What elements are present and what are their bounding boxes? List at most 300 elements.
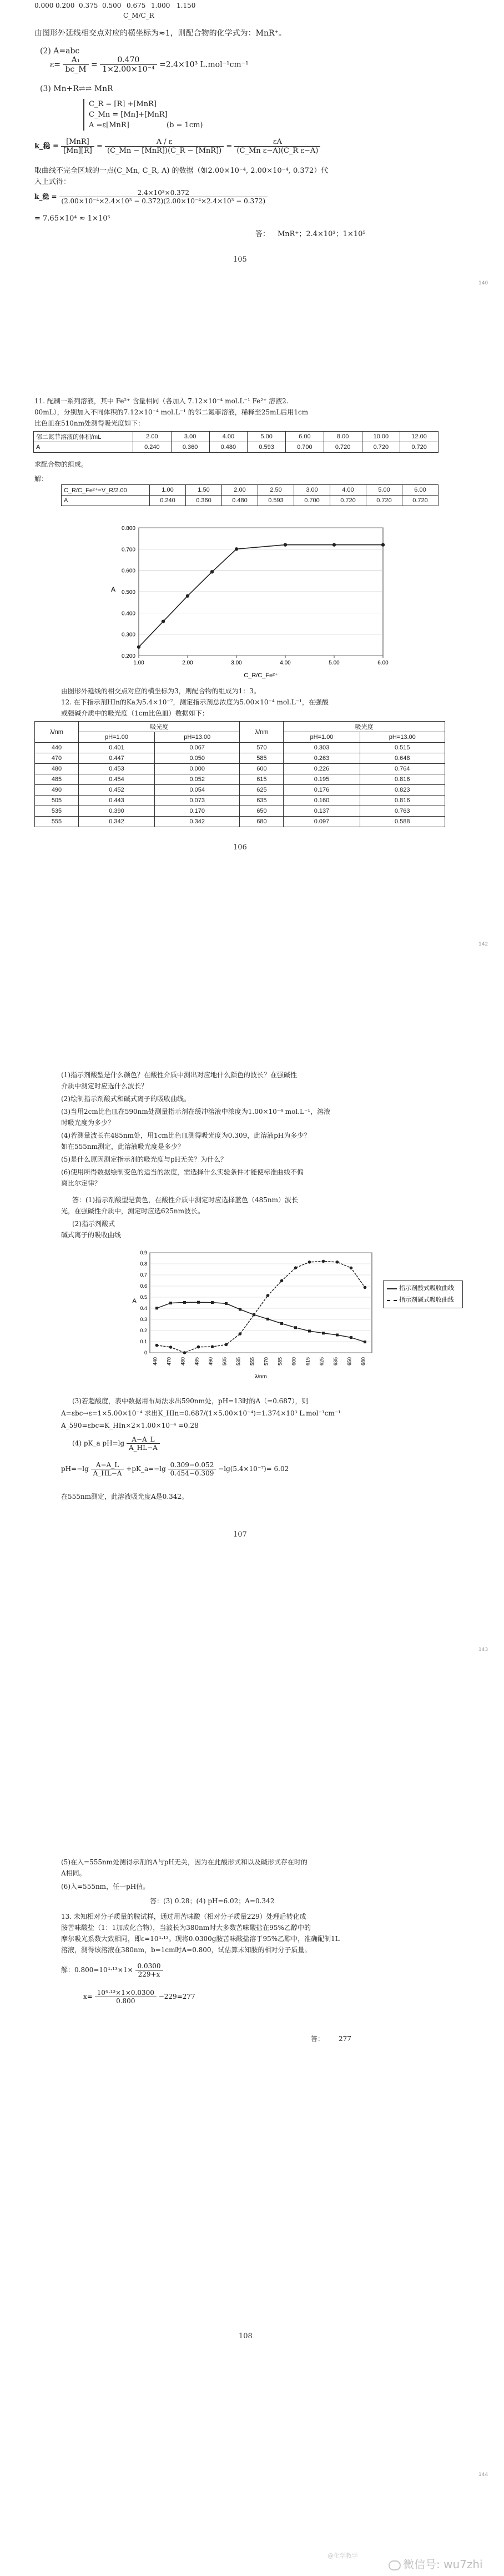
page-number: 108 [239,2332,253,2340]
fraction-denominator: (C_Mn ε−A)(C_R ε−A) [236,147,319,155]
paragraph: 13. 未知相对分子质量的胺试样，通过用苦味酸（相对分子质量229）处理后转化成 [61,1913,306,1920]
table-cell: 680 [240,817,284,827]
data-point-base [308,1261,311,1264]
table-indicator-absorbance [34,721,445,827]
eq-text: k_稳 = [34,142,59,151]
y-tick-label: 0.4 [140,1305,147,1311]
fraction [91,1461,124,1477]
series-line [139,545,383,647]
data-point-acid [197,1301,200,1304]
table-header-cell: A [62,496,150,506]
table-cell: 555 [35,817,79,827]
table-cell: 0.593 [248,442,286,453]
system-line: A =ε[MnR] [89,121,129,129]
table-cell: 12.00 [400,432,439,442]
ph-equation-2 [61,1461,289,1477]
x-axis-label: λ/nm [255,1374,267,1380]
paragraph: 摩尔吸光系数大致相同，即ε=10⁴·¹³。现将0.0300g胺苦味酸盐溶于95%乙醇中，准确配制1L [61,1935,340,1943]
answer-line: 答：(3) 0.28；(4) pH=6.02；A=0.342 [150,1897,275,1905]
data-point-acid [183,1301,186,1304]
y-tick-label: 0.300 [121,632,135,638]
table-cell: 4.00 [330,485,366,496]
table-cell: 0.067 [155,743,240,753]
answer-line: 碱式离子的吸收曲线 [61,1231,122,1239]
y-tick-label: 0.700 [121,547,135,553]
fraction [59,189,268,205]
table-cell: 0.700 [286,442,324,453]
paragraph: (1)指示剂酸型是什么颜色？在酸性介质中测出对应地什么颜色的波长？在强碱性 [61,1071,298,1079]
fraction-denominator: A_HL−A [128,1444,158,1452]
chart-absorption-curves [128,1247,377,1380]
data-point-base [253,1313,256,1317]
legend-swatch-acid [387,1288,397,1289]
table-cell: 2.50 [258,485,294,496]
data-point-base [280,1279,284,1283]
page-number: 107 [233,1530,247,1539]
top-axis-tick: 1.000 [151,2,170,9]
side-mark: 142 [478,942,488,947]
side-mark: 144 [478,2472,488,2478]
table-header-cell: pH=13.00 [155,732,240,743]
table-row [35,764,445,774]
answer-line: 光，在强碱性介质中，测定时应选625nm波长。 [61,1207,205,1215]
eq-text: −229=277 [158,1993,195,2000]
table-cell: 0.593 [258,496,294,506]
data-point-base [364,1286,367,1289]
data-point-acid [294,1326,297,1329]
top-axis-tick: 0.675 [127,2,146,9]
data-point-acid [350,1336,352,1339]
fraction [234,138,320,155]
table-cell: 0.303 [284,743,360,753]
table-cell: 0.054 [155,785,240,796]
fraction-numerator: 0.0300 [135,1962,163,1970]
x-tick-label: 535 [235,1357,241,1366]
paragraph: 如在555nm测定，此溶液吸光度是多少？ [61,1143,185,1151]
x-tick-label: 4.00 [280,660,291,666]
table-cell: 0.720 [324,442,362,453]
eq-text: = [96,142,103,151]
x-tick-label: 485 [194,1357,200,1366]
table-cell: 0.816 [360,796,445,806]
fraction [61,138,94,155]
paragraph: 胺苦味酸盐（1：1加成化合物），当波长为380nm时大多数苦味酸盐在95%乙醇中的 [61,1924,311,1932]
eq-text: = [91,60,98,69]
x-axis-label: C_R/C_Fe²⁺ [244,672,278,679]
table-cell: 0.816 [360,774,445,785]
paragraph: (6)入=555nm，任一pH值。 [61,1883,150,1890]
table-cell: 615 [240,774,284,785]
paragraph: 00mL），分别加入不同体积的7.12×10⁻⁴ mol.L⁻¹ 的邻二氮菲溶液，稀释至25mL后用1cm [34,408,309,416]
paragraph: 比色皿在510nm处测得吸光度如下： [34,419,145,427]
y-tick-label: 0.200 [121,653,135,659]
y-axis-label: A [132,1298,137,1304]
table-header-cell: pH=1.00 [284,732,360,743]
paragraph: 或强碱介质中的吸光度（1cm比色皿）数据如下： [61,709,209,717]
paragraph: 溶液，测得该溶液在380nm，b=1cm时A=0.800，试估算未知胺的相对分子质量。 [61,1946,311,1954]
data-point-base [239,1332,242,1335]
paragraph: A相同。 [61,1869,86,1877]
table-header-cell: pH=1.00 [79,732,155,743]
table-cell: 0.720 [366,496,402,506]
data-point-base [266,1294,270,1297]
paragraph: 由图形外延线的相交点对应的横坐标为3，则配合物的组成为1：3。 [61,687,260,695]
y-tick-label: 0.3 [140,1317,147,1322]
answer-value: 277 [339,2035,351,2043]
k-stability-equation [34,138,320,155]
legend-item [387,1296,459,1304]
x-tick-label: 600 [291,1357,297,1366]
paragraph: (5)是什么原因测定指示剂的吸光度与pH无关？为什么？ [61,1156,228,1163]
table-cell: 0.226 [284,764,360,774]
table-cell: 0.720 [362,442,400,453]
data-point-acid [211,1301,214,1304]
eq-text: 解：0.800=10⁴·¹³×1× [61,1966,133,1974]
table-row [35,806,445,817]
table-cell: 0.447 [79,753,155,764]
table-cell: 505 [35,796,79,806]
eq-text: +pK_a=−lg [126,1465,166,1473]
table-cell: 0.720 [400,442,439,453]
table-cell: 2.00 [222,485,258,496]
x-tick-label: 490 [208,1357,214,1366]
fraction-numerator: A₁ [63,56,88,65]
paragraph: (2)绘制指示剂酸式和碱式离子的吸收曲线。 [61,1095,190,1103]
table-cell: 600 [240,764,284,774]
x-tick-label: 470 [166,1357,172,1366]
table-header-cell: 邻二氮菲溶液的体积/mL [34,432,133,442]
fraction-denominator: A_HL−A [93,1469,122,1477]
table-cell: 0.700 [294,496,330,506]
eq-text: = [226,142,233,151]
y-tick-label: 0.400 [121,611,135,617]
paragraph: 解： [34,475,48,483]
table-row [62,485,439,496]
y-tick-label: 0.500 [121,589,135,596]
eq-text: k_稳 = [34,193,57,201]
eq-text: x= [83,1993,93,2000]
table-cell: 650 [240,806,284,817]
top-axis-tick: 0.375 [79,2,98,9]
ph-equation-1 [72,1435,160,1452]
table-cell: 4.00 [209,432,248,442]
y-tick-label: 0.2 [140,1328,147,1333]
watermark-text: 微信号: wu7zhi [403,2558,483,2571]
fraction-numerator: 10⁴·¹³×1×0.0300 [95,1989,157,1997]
table-ratio-absorbance [61,484,439,506]
fraction [168,1461,216,1477]
table-cell: 535 [35,806,79,817]
table-row [35,796,445,806]
data-point-acid [280,1322,283,1325]
table-row [35,743,445,753]
table-cell: 6.00 [402,485,439,496]
table-cell: 0.052 [155,774,240,785]
x-tick-label: 505 [221,1357,228,1366]
table-cell: 0.480 [209,442,248,453]
data-point-acid [322,1332,325,1334]
table-row [35,774,445,785]
table-body [35,743,445,827]
y-tick-label: 0.600 [121,568,135,574]
table-cell: 0.588 [360,817,445,827]
table-cell: 0.342 [155,817,240,827]
table-cell: 2.00 [133,432,172,442]
paragraph: (4)若测量波长在485nm处，用1cm比色皿测得吸光度为0.309，此溶液pH为多少？ [61,1132,311,1139]
table-cell: 0.720 [402,496,439,506]
x-tick-label: 480 [180,1357,186,1366]
fraction-denominator: bc_M [65,65,87,74]
fraction-denominator: (C_Mn − [MnR])(C_R − [MnR]) [107,147,222,155]
data-point-base [183,1351,187,1354]
table-cell: 0.452 [79,785,155,796]
mw-equation-2 [83,1989,195,2005]
table-cell: 10.00 [362,432,400,442]
system-note: (b = 1cm) [167,121,203,129]
table-cell: 6.00 [286,432,324,442]
answer-prefix: 答： [255,230,270,238]
answer-line: 在555nm测定，此溶液吸光度A是0.342。 [61,1493,189,1500]
table-cell: 0.195 [284,774,360,785]
answer-text: MnR⁺；2.4×10³；1×10⁵ [278,230,366,238]
table-cell: 0.240 [133,442,172,453]
answer-line: (2)指示剂酸式 [72,1220,115,1228]
data-point [284,543,287,546]
y-tick-label: 0 [144,1350,147,1355]
table-cell: 8.00 [324,432,362,442]
table-cell: 0.170 [155,806,240,817]
data-point [137,645,140,648]
fraction [127,1435,160,1452]
top-axis-tick: 1.150 [177,2,196,9]
fraction-numerator: A−A_L [127,1435,160,1444]
y-tick-label: 0.6 [140,1283,147,1289]
answer-line: (3)若超酸度，表中数据用布局法求出590nm处，pH=13时的A（=0.687），则 [72,1397,309,1405]
x-tick-label: 5.00 [329,660,340,666]
fraction-denominator: 229+x [138,1970,160,1978]
item-label: (2) A=abc [40,47,80,56]
fraction [95,1989,157,2005]
data-point-acid [225,1302,228,1305]
top-axis-caption: C_M/C_R [123,12,154,19]
table-header-cell: C_R/C_Fe²⁺=V_R/2.00 [62,485,150,496]
mw-equation-1 [61,1962,163,1978]
paragraph: (3)当用2cm比色皿在590nm处测量指示剂在缓冲溶液中浓度为1.00×10⁻⁴ mol.L⁻¹，溶液 [61,1108,331,1116]
data-point-acid [155,1307,158,1309]
data-point [210,570,214,573]
top-axis-tick: 0.000 [34,2,54,9]
table-cell: 480 [35,764,79,774]
table-cell: 625 [240,785,284,796]
table-cell: 490 [35,785,79,796]
paragraph: 12. 在下指示剂HIn的Ka为5.4×10⁻⁷，测定指示剂总浓度为5.00×10⁻⁴ mol.L⁻¹，在强酸 [61,698,329,706]
top-axis-labels [34,1,212,10]
table-cell: 0.823 [360,785,445,796]
wechat-icon [389,2560,401,2570]
page-number: 106 [233,843,247,852]
table-cell: 1.00 [150,485,186,496]
table-cell: 0.453 [79,764,155,774]
fraction-numerator: 2.4×10³×0.372 [59,189,268,197]
x-tick-label: 635 [332,1357,339,1366]
table-header-cell: 吸光度 [284,722,445,732]
page-number: 105 [233,256,247,264]
table-cell: 0.401 [79,743,155,753]
table-cell: 0.515 [360,743,445,753]
table-row [35,722,445,732]
eq-text: pH=−lg [61,1465,89,1473]
y-tick-label: 0.5 [140,1294,147,1300]
data-point-base [211,1345,214,1348]
x-tick-label: 6.00 [377,660,389,666]
y-tick-label: 0.1 [140,1339,147,1344]
top-axis-tick: 0.200 [56,2,75,9]
table-cell: 3.00 [294,485,330,496]
data-point-base [169,1345,173,1349]
x-tick-label: 2.00 [182,660,193,666]
legend-label: 指示剂碱式吸收曲线 [399,1297,454,1303]
data-point [332,543,336,546]
chart-legend [383,1281,463,1308]
paragraph: 入上式得： [34,178,71,186]
data-point [162,619,165,623]
table-cell: 0.763 [360,806,445,817]
paragraph: (5)在入=555nm处测得示剂的A与pH无关，因为在此酸形式和以及碱形式存在时的 [61,1858,308,1866]
data-point [381,543,385,546]
table-row [34,432,439,442]
paragraph: 介质中测定时应选什么波长？ [61,1082,148,1090]
fraction-denominator: [Mn][R] [63,147,92,155]
x-tick-label: 1.00 [133,660,144,666]
table-cell: 635 [240,796,284,806]
data-point-base [155,1344,159,1347]
eq-text: (4) pK_a pH=lg [72,1439,125,1447]
table-cell: 0.342 [79,817,155,827]
eq-text: −lg(5.4×10⁻⁷)= 6.02 [218,1465,289,1473]
fraction-numerator: 0.309−0.052 [168,1461,216,1469]
x-tick-label: 615 [305,1357,311,1366]
answer-line: A_590=εbc=K_HIn×2×1.00×10⁻⁴ =0.28 [61,1422,199,1429]
table-cell: 0.097 [284,817,360,827]
table-cell: 0.240 [150,496,186,506]
table-cell: 3.00 [171,432,209,442]
table-cell: 585 [240,753,284,764]
table-cell: 0.050 [155,753,240,764]
watermark-sub: @化学教学 [327,2552,358,2559]
data-point-acid [266,1318,269,1320]
side-mark: 143 [478,1647,488,1653]
table-header-cell: λ/nm [240,722,284,743]
table-cell: 1.50 [186,485,222,496]
paragraph: 时吸光度为多少？ [61,1119,115,1127]
fraction-denominator: 0.454−0.309 [170,1469,214,1477]
table-cell: 0.648 [360,753,445,764]
table-cell: 5.00 [366,485,402,496]
fraction-numerator: εA [234,138,320,147]
x-tick-label: 680 [360,1357,366,1366]
paragraph: 取曲线不完全区域的一点(C_Mn, C_R, A) 的数据（如2.00×10⁻⁴, 2.00×10⁻⁴, 0.372）代 [34,167,329,175]
y-axis-label: A [110,586,116,593]
x-tick-label: 570 [263,1357,269,1366]
data-point-base [322,1260,325,1263]
table-cell: 0.073 [155,796,240,806]
legend-item [387,1284,459,1293]
y-tick-label: 0.7 [140,1272,147,1278]
table-row [35,817,445,827]
x-tick-label: 555 [249,1357,255,1366]
answer-line: 答：(1)指示剂酸型是黄色，在酸性介质中测定时应选择蓝色（485nm）波长 [72,1196,299,1204]
data-point-acid [336,1334,339,1337]
table-row [35,785,445,796]
x-tick-label: 625 [319,1357,325,1366]
table-cell: 0.263 [284,753,360,764]
fraction [63,56,88,74]
top-axis-tick: 0.500 [102,2,122,9]
paragraph: 由图形外延线相交点对应的横坐标为≈1，则配合物的化学式为：MnR⁺。 [34,29,286,38]
x-tick-label: 585 [277,1357,283,1366]
table-cell: 0.390 [79,806,155,817]
system-line: C_R = [R] +[MnR] [89,100,157,108]
fraction-denominator: (2.00×10⁻⁴×2.4×10³ − 0.372)(2.00×10⁻⁴×2.4×10³ − 0.372) [61,197,266,205]
table-row [34,442,439,453]
fraction-denominator: 0.800 [116,1997,135,2005]
table-header-cell: pH=13.00 [360,732,445,743]
table-cell: 0.443 [79,796,155,806]
answer-prefix: 答： [311,2035,325,2043]
data-point-base [350,1267,353,1270]
eq-text: ε= [50,60,61,69]
x-tick-label: 3.00 [231,660,242,666]
data-point-base [336,1261,339,1264]
table-volume-absorbance [33,431,439,453]
paragraph: 求配合物的组成。 [34,461,88,468]
table-cell: 470 [35,753,79,764]
eq-result: =2.4×10³ L.mol⁻¹cm⁻¹ [159,60,249,69]
watermark [389,2555,483,2572]
fraction [135,1962,163,1978]
table-cell: 0.137 [284,806,360,817]
legend-label: 指示剂酸式吸收曲线 [399,1285,454,1292]
table-cell: 0.764 [360,764,445,774]
table-cell: 570 [240,743,284,753]
data-point-acid [308,1330,311,1333]
table-header-cell: A [34,442,133,453]
y-tick-label: 0.800 [121,526,135,532]
answer-line: A=εbc→ε=1×5.00×10⁻⁴ 求出K_HIn=0.687/(1×5.00×10⁻⁴)=1.374×10³ L.mol⁻¹cm⁻¹ [61,1409,341,1417]
paragraph: 11. 配制一系列溶液，其中 Fe²⁺ 含量相同（各加入 7.12×10⁻⁴ mol.L⁻¹ Fe²⁺ 溶液2. [34,397,289,405]
table-cell: 0.480 [222,496,258,506]
table-cell: 0.360 [171,442,209,453]
data-point [235,547,238,551]
k-stability-substituted [34,189,268,205]
y-tick-label: 0.9 [140,1250,147,1256]
data-point-base [197,1345,200,1349]
table-row [35,753,445,764]
fraction-numerator: [MnR] [61,138,94,147]
fraction-denominator: 1×2.00×10⁻⁴ [102,65,155,74]
table-cell: 0.160 [284,796,360,806]
x-tick-label: 440 [152,1357,158,1366]
chart-absorbance-vs-ratio [100,519,400,681]
fraction [105,138,224,155]
table-cell: 0.000 [155,764,240,774]
data-point-acid [169,1302,172,1304]
fraction-numerator: 0.470 [100,56,157,65]
fraction [100,56,157,74]
table-cell: 0.176 [284,785,360,796]
paragraph: 离比尔定律？ [61,1179,102,1187]
side-mark: 140 [478,281,488,286]
